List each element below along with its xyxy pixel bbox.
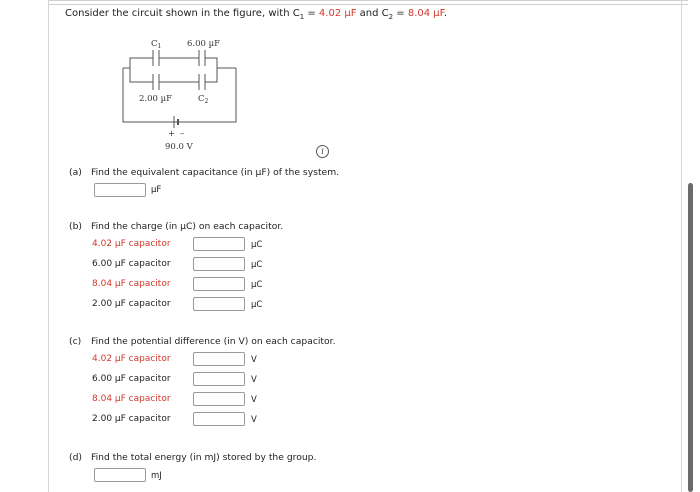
c1-label: $C_1$ — [151, 39, 162, 50]
part-b-row-label: 8.04 µF capacitor — [92, 279, 171, 289]
info-icon[interactable]: i — [316, 145, 329, 158]
part-a-question: (a) Find the equivalent capacitance (in µF) of the system. — [69, 167, 340, 178]
part-b-question: (b) Find the charge (in µC) on each capacitor. — [69, 221, 284, 232]
left-border — [48, 0, 49, 492]
part-c-unit: V — [251, 375, 257, 385]
part-c-input-1[interactable] — [193, 352, 245, 366]
circuit-figure — [118, 36, 248, 154]
part-c-row-label: 2.00 µF capacitor — [92, 414, 171, 424]
part-c-unit: V — [251, 355, 257, 365]
part-c-question: (c) Find the potential difference (in V) on each capacitor. — [69, 336, 336, 347]
part-b-row-label: 6.00 µF capacitor — [92, 259, 171, 269]
part-b-input-4[interactable] — [193, 297, 245, 311]
part-b-input-2[interactable] — [193, 257, 245, 271]
c2-label: $C_2$ — [198, 94, 209, 105]
part-b-row-label: 2.00 µF capacitor — [92, 299, 171, 309]
c2-value: 8.04 µF — [407, 8, 444, 19]
part-c-unit: V — [251, 395, 257, 405]
part-c-input-2[interactable] — [193, 372, 245, 386]
top-border — [48, 0, 688, 5]
part-b-row-label: 4.02 µF capacitor — [92, 239, 171, 249]
part-b-unit: µC — [251, 300, 263, 310]
part-c-input-3[interactable] — [193, 392, 245, 406]
part-b-input-1[interactable] — [193, 237, 245, 251]
part-c-unit: V — [251, 415, 257, 425]
part-c-row-label: 6.00 µF capacitor — [92, 374, 171, 384]
battery-plus: + — [168, 129, 176, 139]
part-b-unit: µC — [251, 280, 263, 290]
part-d-unit: mJ — [151, 471, 162, 481]
part-d-question: (d) Find the total energy (in mJ) stored by the group. — [69, 452, 317, 463]
part-d-input[interactable] — [94, 468, 146, 482]
c6-label: 6.00 µF — [187, 39, 221, 49]
part-b-unit: µC — [251, 240, 263, 250]
part-a-unit: µF — [151, 185, 162, 195]
battery-minus: – — [180, 129, 185, 139]
part-c-input-4[interactable] — [193, 412, 245, 426]
battery-label: 90.0 V — [165, 142, 193, 152]
part-a-input[interactable] — [94, 183, 146, 197]
c1-value: 4.02 µF — [318, 8, 357, 19]
problem-statement: Consider the circuit shown in the figure, with $C_1 = 4.02$ µF and $C_2 = 8.04$ µF. — [65, 8, 447, 21]
part-b-unit: µC — [251, 260, 263, 270]
c2uf-label: 2.00 µF — [139, 94, 173, 104]
part-c-row-label: 4.02 µF capacitor — [92, 354, 171, 364]
scrollbar-thumb[interactable] — [688, 183, 693, 492]
part-c-row-label: 8.04 µF capacitor — [92, 394, 171, 404]
right-border — [681, 0, 682, 492]
part-b-input-3[interactable] — [193, 277, 245, 291]
